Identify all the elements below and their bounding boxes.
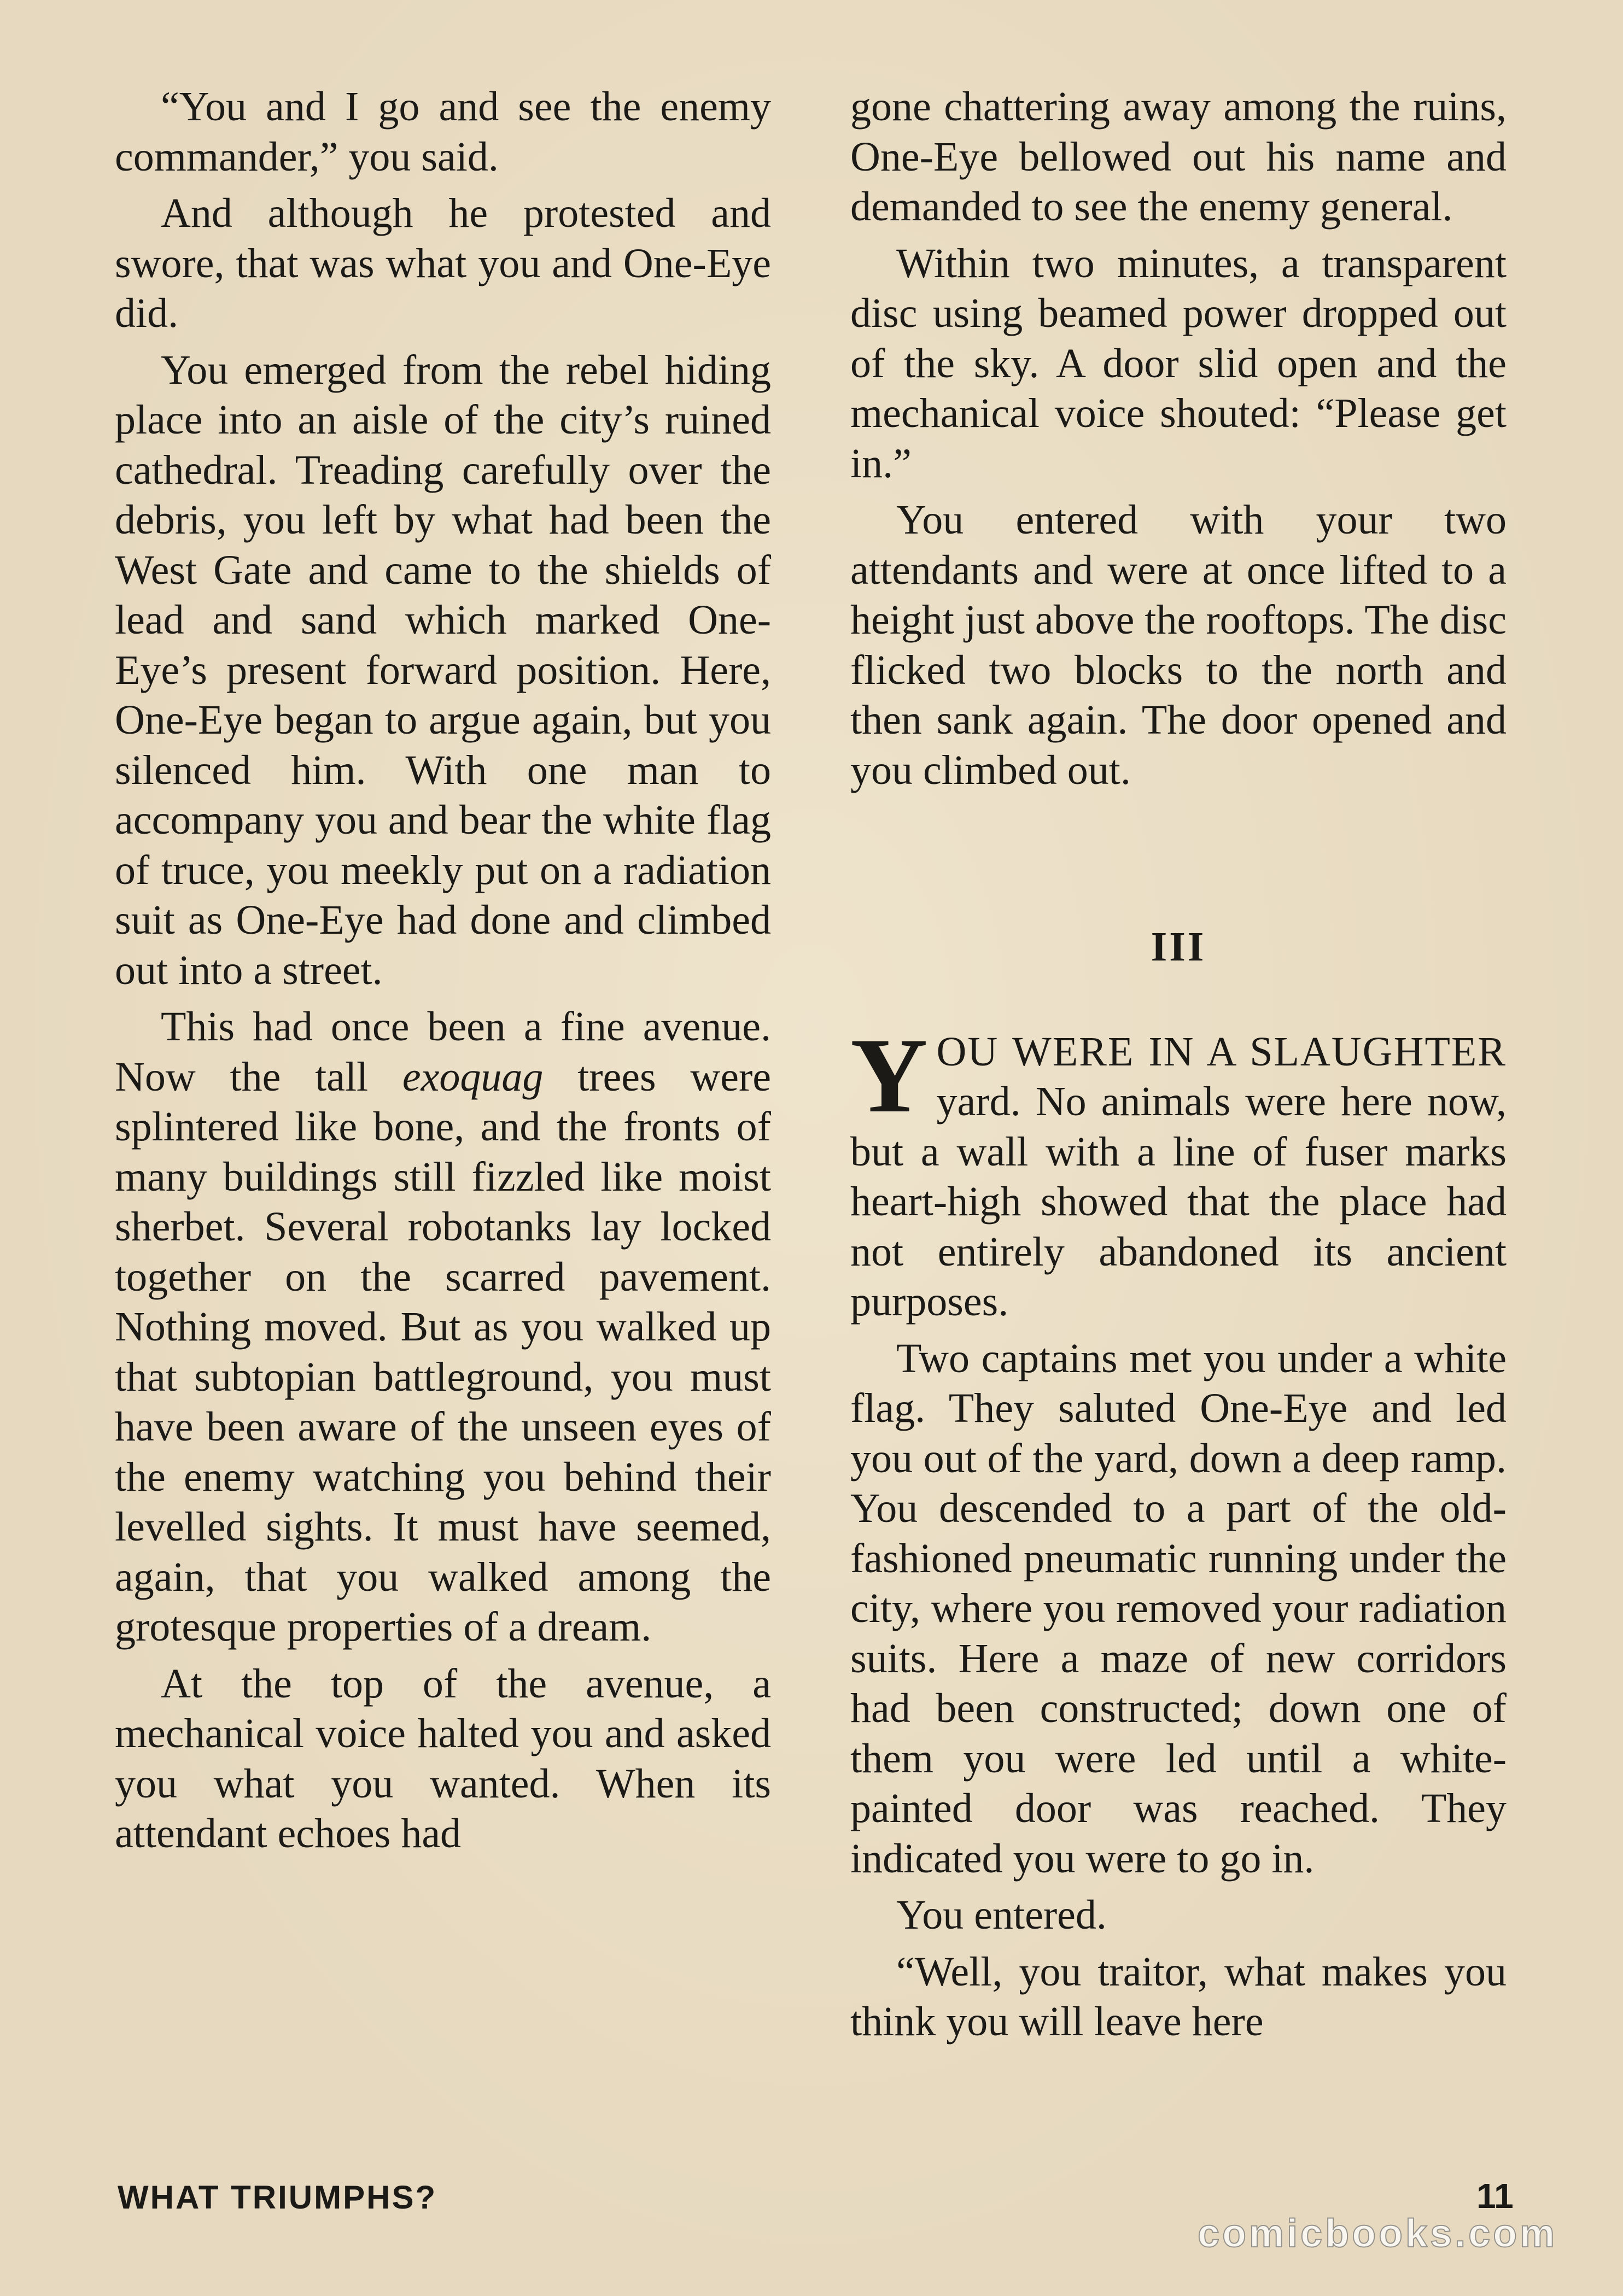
smallcaps-lead: OU WERE IN A SLAUGHTER [936,1028,1507,1075]
left-text-column [115,82,771,1866]
text-run: yard. No animals were here now, but a wall with a line of fuser marks heart-high showed that the place had not entirely abandoned its ancient purposes. [850,1079,1507,1325]
paragraph: You entered with your two attendants and were at once lifted to a height just above the rooftops. The disc flicked two blocks to the north and then sank again. The door opened and you climbed out. [850,497,1507,793]
paragraph-avenue [115,1002,771,1653]
italic-term: exoquag [402,1053,544,1100]
page-number: 11 [1476,2176,1514,2216]
paragraph: Within two minutes, a transparent disc using beamed power dropped out of the sky. A door slid open and the mechanical voice shouted: “Please get in.” [850,240,1507,487]
dropcap-paragraph [850,1016,1507,1327]
drop-cap: Y [850,1016,928,1135]
text-run: trees were splintered like bone, and the fronts of many buildings still fizzled like moist sherbet. Several robotanks lay locked together on the scarred pavement. Nothing moved. But as you walked up that subtopian battleground, you must have been aware of the unseen eyes of the enemy watching you behind their levelled sights. It must have seemed, again, that you walked among the grotesque properties of a dream. [115,1053,771,1650]
paragraph: You entered. [896,1892,1107,1938]
watermark: comicbooks.com [1198,2212,1558,2256]
running-footer-title: WHAT TRIUMPHS? [118,2179,437,2216]
text-run: This had once been a fine avenue. Now the tall [115,1004,771,1100]
paragraph: You emerged from the rebel hiding place into an aisle of the city’s ruined cathedral. Treading carefully over the debris, you left by what had been the West Gate and came to the shields of lead and sand which marked One-Eye’s present forward position. Here, One-Eye began to argue again, but you silenced him. With one man to accompany you and bear the white flag of truce, you meekly put on a radiation suit as One-Eye had done and climbed out into a street. [115,347,771,993]
paragraph: gone chattering away among the ruins, One-Eye bellowed out his name and demanded to see the enemy general. [850,84,1507,230]
section-heading: III [1151,924,1206,970]
paragraph: Two captains met you under a white flag. They saluted One-Eye and led you out of the yard, down a deep ramp. You descended to a part of the old-fashioned pneumatic running under the city, where you removed your radiation suits. Here a maze of new corridors had been constructed; down one of them you were led until a white-painted door was reached. They indicated you were to go in. [850,1335,1507,1882]
paragraph: And although he protested and swore, that was what you and One-Eye did. [115,190,771,336]
paragraph: At the top of the avenue, a mechanical voice halted you and asked you what you wanted. When its attendant echoes had [115,1660,771,1856]
paragraph: “Well, you traitor, what makes you think you will leave here [850,1948,1507,2045]
right-text-column [850,82,1507,2054]
paragraph: “You and I go and see the enemy commander,” you said. [115,84,771,180]
